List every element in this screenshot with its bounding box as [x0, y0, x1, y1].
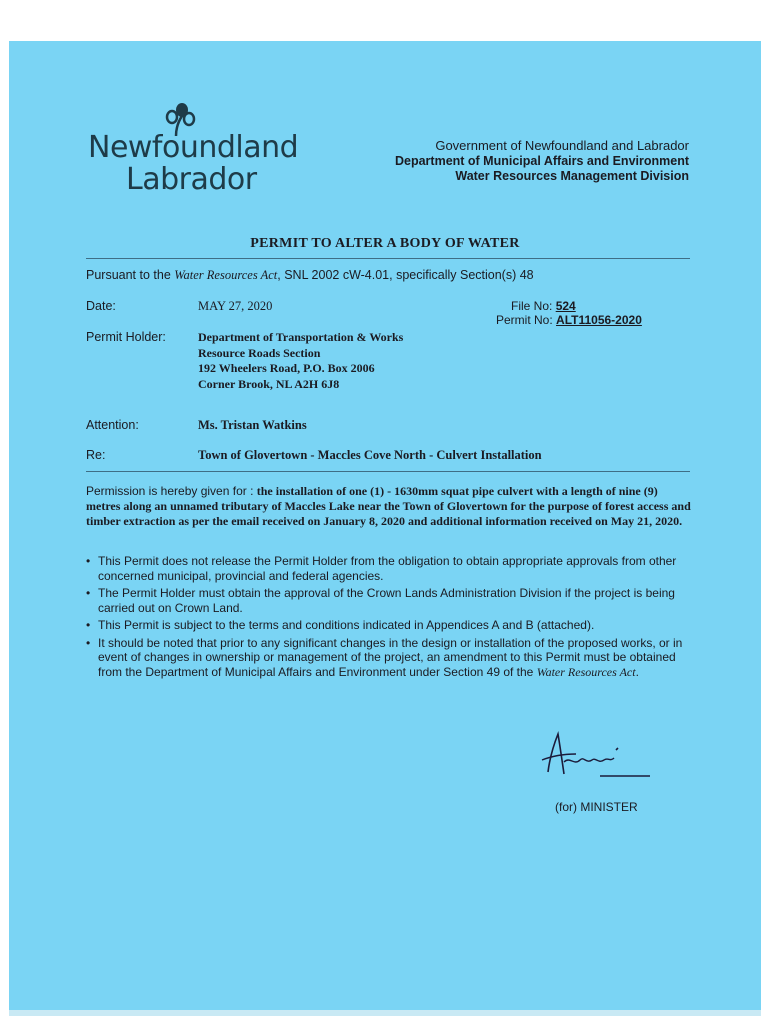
re-label: Re: — [86, 448, 106, 462]
condition-text: This Permit does not release the Permit Holder from the obligation to obtain appropriate approvals from other concerned municipal, provincial and federal agencies. — [98, 554, 677, 583]
holder-line: 192 Wheelers Road, P.O. Box 2006 — [198, 361, 375, 375]
division-name: Water Resources Management Division — [455, 169, 689, 183]
nl-logo — [88, 100, 299, 200]
pursuant-line — [86, 268, 534, 283]
condition-text: It should be noted that prior to any significant changes in the design or installation of the proposed works, or in event of changes in ownership or management of the project, an amendment to this Permit must be obtained from the Department of Municipal Affairs and Environment under Section 49 of the — [98, 635, 683, 679]
condition-text: The Permit Holder must obtain the approval of the Crown Lands Administration Division if the project is being carried out on Crown Land. — [98, 586, 675, 615]
permit-holder-label: Permit Holder: — [86, 330, 166, 344]
re-value: Town of Glovertown - Maccles Cove North - Culvert Installation — [198, 448, 542, 462]
minister-signature — [536, 726, 656, 786]
title-divider — [86, 258, 690, 259]
holder-line: Resource Roads Section — [198, 345, 321, 360]
date-value: MAY 27, 2020 — [198, 299, 273, 313]
file-no-value: 524 — [555, 299, 576, 313]
list-item: • This Permit does not release the Permit Holder from the obligation to obtain appropriate approvals from other concerned municipal, provincial and federal agencies. — [86, 554, 677, 583]
list-item: • This Permit is subject to the terms and conditions indicated in Appendices A and B (attached). — [86, 618, 595, 632]
logo-labrador: Labrador — [126, 162, 257, 197]
permit-no-value: ALT11056-2020 — [556, 313, 642, 327]
condition-text: This Permit is subject to the terms and conditions indicated in Appendices A and B (attached). — [98, 618, 595, 632]
date-label: Date: — [86, 299, 116, 313]
sheet-edge — [9, 1010, 761, 1016]
attention-label: Attention: — [86, 418, 139, 432]
holder-line: Corner Brook, NL A2H 6J8 — [198, 376, 340, 391]
pursuant-suffix: , SNL 2002 cW-4.01, specifically Section(s) 48 — [277, 268, 534, 282]
permit-title: PERMIT TO ALTER A BODY OF WATER — [250, 236, 520, 251]
signature-caption: (for) MINISTER — [555, 800, 638, 814]
condition-act: Water Resources Act — [536, 664, 636, 679]
section-divider — [86, 471, 690, 472]
list-item: • The Permit Holder must obtain the approval of the Crown Lands Administration Division if the project is being carried out on Crown Land. — [86, 586, 675, 615]
pursuant-prefix: Pursuant to the — [86, 268, 175, 282]
pursuant-act: Water Resources Act — [174, 268, 278, 282]
government-name: Government of Newfoundland and Labrador — [435, 138, 689, 153]
list-item: • It should be noted that prior to any significant changes in the design or installation of the proposed works, or in event of changes in ownership or management of the project, an amendment to this Permit must be obtained from the Department of Municipal Affairs and Environment under Section 49 of the Water Resources Act. — [86, 635, 683, 679]
department-name: Department of Municipal Affairs and Environment — [394, 154, 689, 168]
file-no-label: File No: — [511, 299, 553, 313]
condition-end: . — [635, 664, 639, 679]
permission-paragraph — [86, 484, 694, 529]
government-header — [395, 138, 689, 184]
holder-line: Department of Transportation & Works — [198, 330, 404, 344]
logo-newfoundland: Newfoundland — [88, 130, 299, 165]
permission-body: the installation of one (1) - 1630mm squat pipe culvert with a length of nine (9) metres along an unnamed tributary of Maccles Lake near the Town of Glovertown for the purpose of forest access and timber extraction as per the email received on January 8, 2020 and additional information received on May 21, 2020. — [86, 484, 691, 528]
conditions-list — [86, 554, 696, 682]
file-info — [496, 299, 642, 327]
attention-value: Ms. Tristan Watkins — [198, 418, 307, 432]
permission-lead: Permission is hereby given for : — [86, 484, 257, 498]
permit-holder-address — [198, 330, 403, 392]
permit-no-label: Permit No: — [496, 313, 553, 327]
